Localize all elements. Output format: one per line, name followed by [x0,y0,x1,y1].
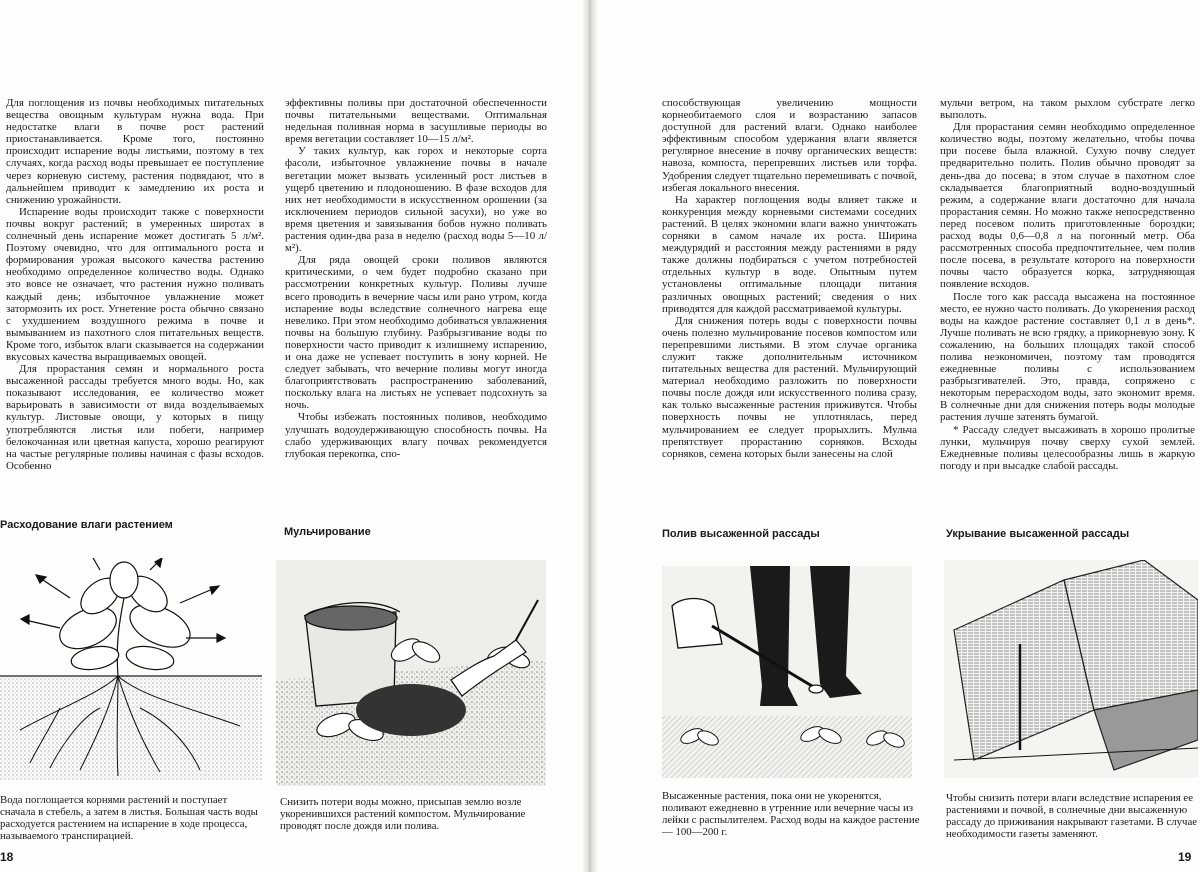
text-column-3 [662,97,917,517]
text-column-1 [6,97,264,497]
figure-title-watering-seedlings: Полив высаженной рассады [662,528,820,540]
paragraph: Для прорастания семян необходимо определенное количество воды, поэтому желательно, чтобы почва при посеве была влажной. Сухую почву следует предварительно полить. Полив обычно проводят за день-два до посева; в этом случае в пахотном слое складывается благоприятный водно-воздушный режим, а содержание влаги достаточно для начала прорастания семян. Но можно также непосредственно перед посевом полить приготовленные бороздки; расход воды 0,6—0,8 л на погонный метр. Оба рассмотренных способа предпочтительнее, чем полив после посева, в результате которого на поверхности почвы часто образуется корка, затрудняющая появление всходов. [940,121,1195,291]
paragraph: Для ряда овощей сроки поливов являются критическими, о чем будет подробно сказано при рассмотрении конкретных культур. Поливы лучше всего проводить в вечерние часы или рано утром, когда испарение воды вследствие солнечного нагрева еще невелико. При этом необходимо добиваться увлажнения почвы на большую глубину. Разбрызгивание воды по поверхности часто приводит к излишнему испарению, и она даже не успевает поступить в зону корней. Не следует забывать, что вечерние поливы могут иногда благоприятствовать распространению заболеваний, поскольку влага на листьях не успевает подсохнуть за ночь. [285,254,547,412]
page-number-right: 19 [1178,850,1192,864]
covering-seedlings-illustration [944,560,1198,778]
figure-caption-watering-seedlings: Высаженные растения, пока они не укоренятся, поливают ежедневно в утренние или вечерние часы из лейки с распылителем. Расход воды на каждое растение — 100—200 г. [662,790,920,838]
figure-title-water-use: Расходование влаги растением [0,519,173,531]
paragraph: эффективны поливы при достаточной обеспеченности почвы питательными веществами. Оптимальная недельная поливная норма в засушливые периоды во время вегетации составляет 10—15 л/м². [285,97,547,146]
left-page [0,0,582,872]
book-gutter [582,0,598,872]
page-number-left: 18 [0,850,14,864]
figure-title-covering-seedlings: Укрывание высаженной рассады [946,528,1130,540]
paragraph: мульчи ветром, на таком рыхлом субстрате легко выполоть. [940,97,1195,122]
paragraph: На характер поглощения воды влияет также и конкуренция между корневыми системами соседних растений. В целях экономии влаги важно уничтожать сорняки в самом начале их роста. Ширина междурядий и расстояния между растениями в ряду также должны подбираться с учетом потребностей отдельных культур в воде. Опытным путем установлены оптимальные площади питания различных овощных растений; сведения о них приводятся для каждой рассматриваемой культуры. [662,193,917,315]
paragraph: Для поглощения из почвы необходимых питательных вещества овощным культурам нужна вода. При недостатке влаги в почве рост растений приостанавливается. Кроме того, постоянно происходит испарение воды листьями, поэтому в тех случаях, когда расход воды превышает ее поступление через корневую систему, растения подвядают, что в дальнейшем приводит к замедлению их роста и снижению урожайности. [6,97,264,206]
figure-caption-mulching: Снизить потери воды можно, присыпав землю возле укоренившихся растений компостом. Мульчирование проводят после дождя или полива. [280,796,526,832]
text-column-4 [940,97,1195,517]
paragraph: Чтобы избежать постоянных поливов, необходимо улучшать водоудерживающую способность почвы. На слабо удерживающих влагу почвах рекомендуется глубокая перекопка, спо- [285,411,547,460]
paragraph: После того как рассада высажена на постоянное место, ее нужно часто поливать. До укоренения расход воды на каждое растение составляет 0,1 л в день*. Лучше поливать не всю грядку, а прикорневую зону. К сожалению, на больших площадях такой способ полива неэкономичен, поэтому там проводятся ежедневные поливы с использованием разбрызгивателей. Это, правда, сопряжено с некоторым перерасходом воды, зато экономит время. В солнечные дни для снижения потерь воды молодые растения лучше затенять бумагой. [940,290,1195,424]
figure-caption-water-use: Вода поглощается корнями растений и поступает сначала в стебель, а затем в листья. Большая часть воды расходуется растением на испарение в ходе процесса, называемого транспирацией. [0,794,258,842]
right-page [598,0,1200,872]
paragraph: Для прорастания семян и нормального роста высаженной рассады требуется много воды. Но, как показывают исследования, ее количество может варьировать в зависимости от вида возделываемых культур. Листовые овощи, у которых в пищу употребляются листья или побеги, например белокочанная или цветная капуста, хорошо реагируют на частые регулярные поливы начиная с фазы всходов. Особенно [6,363,264,472]
watering-seedlings-illustration [662,566,912,778]
paragraph: способствующая увеличению мощности корнеобитаемого слоя и возрастанию запасов доступной для растений влаги. Однако наиболее эффективным способом удержания влаги является регулярное внесение в почву органических веществ: навоза, компоста, перепревших листьев или торфа. Удобрения следует тщательно перемешивать с почвой, избегая локального внесения. [662,97,917,194]
mulching-illustration [276,560,546,786]
paragraph: Испарение воды происходит также с поверхности почвы вокруг растений; в умеренных широтах в солнечный день испарение может достигать 5 л/м². Поэтому очевидно, что для оптимального роста и формирования урожая высокого качества растению необходимо определенное количество воды. Однако это вовсе не означает, что растения нужно поливать каждый день; избыточное увлажнение может затормозить их рост. Угнетение роста обычно связано с ухудшением воздушного режима в почве и вымыванием из пахотного слоя питательных веществ. Кроме того, избыток влаги сказывается на содержании вкусовых качества выращиваемых овощей. [6,205,264,363]
plant-transpiration-illustration [0,558,262,780]
paragraph: У таких культур, как горох и некоторые сорта фасоли, избыточное увлажнение почвы в начале вегетации может вызвать усиленный рост листьев в ущерб цветению и плодоношению. В фазе всходов для них нет необходимости в искусственном орошении (за исключением периодов сильной засухи), но уже во время цветения и завязывания бобов нужно поливать растения один-два раза в неделю (расход воды 5—10 л/м²). [285,145,547,255]
figure-title-mulching: Мульчирование [284,526,371,538]
footnote: * Рассаду следует высаживать в хорошо пролитые лунки, мульчируя почву сверху сухой землей. Ежедневные поливы целесообразны лишь в жаркую погоду и при высадке слабой рассады. [940,423,1195,472]
figure-caption-covering-seedlings: Чтобы снизить потери влаги вследствие испарения ее растениями и почвой, в солнечные дни высаженную рассаду до приживания накрывают газетами. В случае необходимости газеты заменяют. [946,792,1198,840]
paragraph: Для снижения потерь воды с поверхности почвы очень полезно мульчирование посевов компостом или перепревшими листьями. В этом случае органика служит также дополнительным источником питательных вещества для растений. Мульчирующий материал необходимо разложить по поверхности почвы после дождя или искусственного полива сразу, как только высаженные растения приживутся. Чтобы поверхность почвы не уплотнялась, перед мульчированием ее следует прорыхлить. Мульча препятствует прорастанию сорняков. Всходы сорняков, семена которых были занесены на слой [662,314,917,460]
text-column-2 [285,97,547,517]
